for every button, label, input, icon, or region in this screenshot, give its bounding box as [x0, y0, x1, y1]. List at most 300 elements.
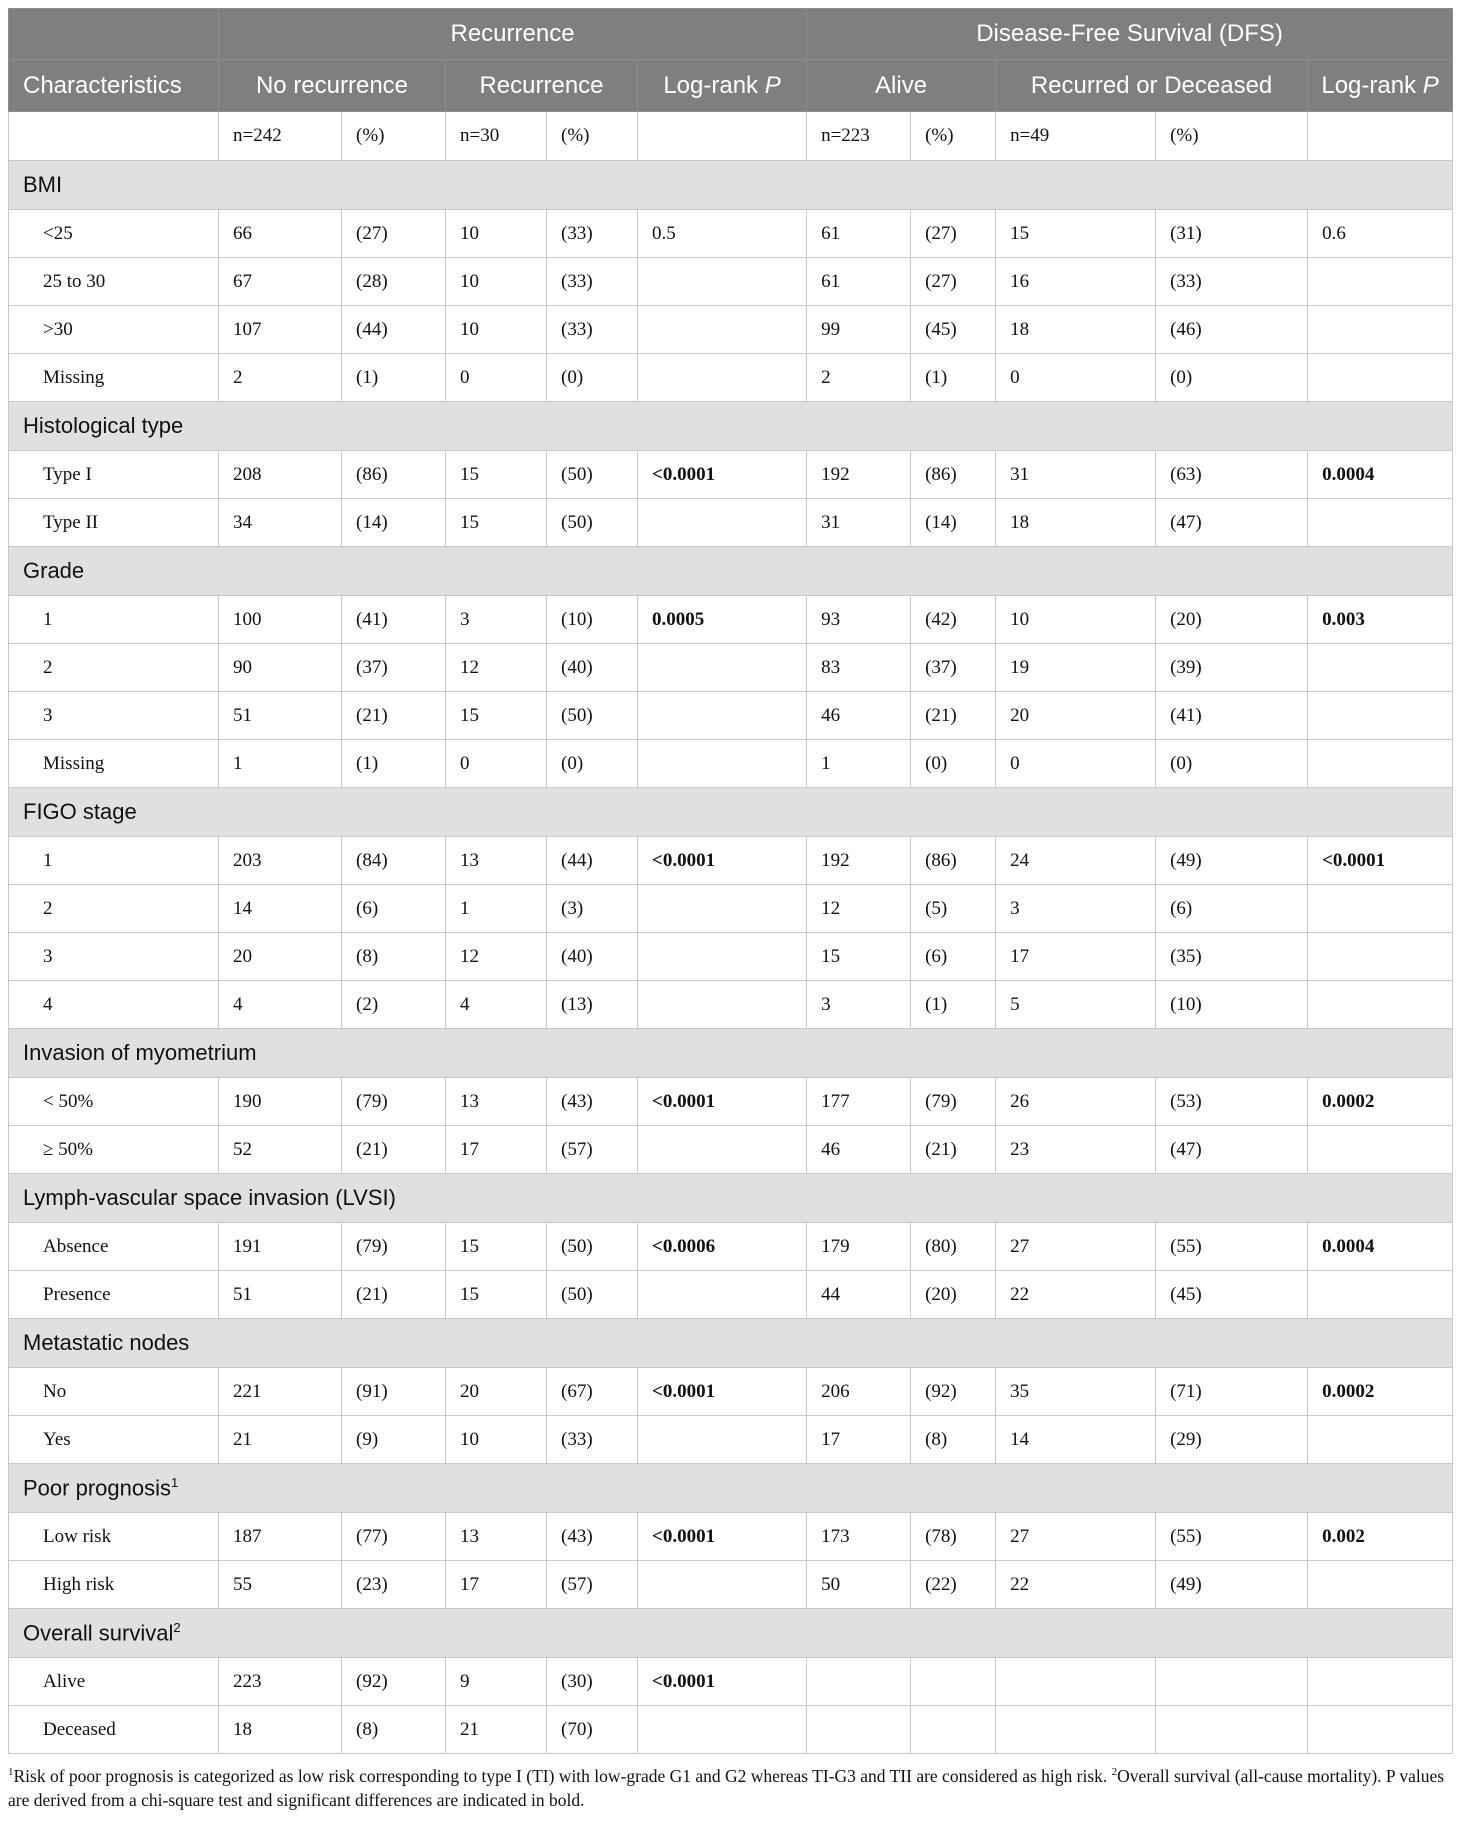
- table-cell: (86): [911, 451, 996, 499]
- logrank-p-cell: [638, 1126, 807, 1174]
- table-cell: [1156, 1658, 1308, 1706]
- table-cell: (92): [342, 1658, 446, 1706]
- table-cell: (27): [911, 258, 996, 306]
- table-cell: 12: [446, 933, 547, 981]
- section-title-text: Grade: [23, 558, 85, 583]
- table-cell: 0: [996, 740, 1156, 788]
- table-cell: 3: [446, 596, 547, 644]
- table-cell: 24: [996, 837, 1156, 885]
- logrank-p-cell: 0.6: [1308, 210, 1453, 258]
- footnote-marker: 2: [173, 1619, 181, 1635]
- table-cell: 12: [807, 885, 911, 933]
- group-header-dfs: Disease-Free Survival (DFS): [807, 9, 1453, 60]
- table-row: [9, 596, 1453, 644]
- col-header-recurred-deceased: Recurred or Deceased: [996, 60, 1308, 112]
- table-cell: (21): [911, 1126, 996, 1174]
- table-cell: (8): [342, 1706, 446, 1754]
- table-cell: (50): [547, 692, 638, 740]
- table-cell: 0: [446, 740, 547, 788]
- table-cell: (27): [911, 210, 996, 258]
- table-row: [9, 1271, 1453, 1319]
- table-cell: [911, 1658, 996, 1706]
- table-cell: 34: [219, 499, 342, 547]
- table-cell: (47): [1156, 1126, 1308, 1174]
- table-cell: (27): [342, 210, 446, 258]
- table-cell: 17: [807, 1416, 911, 1464]
- table-cell: 10: [996, 596, 1156, 644]
- section-title-text: FIGO stage: [23, 799, 137, 824]
- table-cell: 27: [996, 1223, 1156, 1271]
- logrank-p-cell: [1308, 981, 1453, 1029]
- table-row: [9, 981, 1453, 1029]
- section-title: [9, 788, 1453, 837]
- table-cell: (40): [547, 933, 638, 981]
- table-row: [9, 1368, 1453, 1416]
- table-cell: 107: [219, 306, 342, 354]
- table-row: [9, 644, 1453, 692]
- logrank-p-cell: <0.0001: [638, 451, 807, 499]
- table-cell: 35: [996, 1368, 1156, 1416]
- table-row: [9, 885, 1453, 933]
- table-cell: (47): [1156, 499, 1308, 547]
- table-cell: 90: [219, 644, 342, 692]
- logrank-p-cell: 0.003: [1308, 596, 1453, 644]
- table-cell: 93: [807, 596, 911, 644]
- table-cell: (44): [342, 306, 446, 354]
- table-cell: (14): [911, 499, 996, 547]
- table-cell: 61: [807, 210, 911, 258]
- footnote-text: Risk of poor prognosis is categorized as low risk corresponding to type I (TI) with low-grade G1 and G2 whereas TI-G3 and TII are considered as high risk.: [13, 1765, 1112, 1786]
- table-cell: 190: [219, 1078, 342, 1126]
- col-header-recurrence: Recurrence: [446, 60, 638, 112]
- table-cell: (42): [911, 596, 996, 644]
- table-row: [9, 354, 1453, 402]
- table-cell: 177: [807, 1078, 911, 1126]
- table-cell: 5: [996, 981, 1156, 1029]
- table-cell: 14: [219, 885, 342, 933]
- document: [8, 8, 1452, 1812]
- table-cell: 10: [446, 210, 547, 258]
- table-cell: 61: [807, 258, 911, 306]
- table-cell: (1): [342, 354, 446, 402]
- row-label: 1: [9, 837, 219, 885]
- logrank-p-cell: [1308, 1126, 1453, 1174]
- table-row: [9, 837, 1453, 885]
- footnote-marker: 2: [1111, 1766, 1118, 1778]
- table-cell: (5): [911, 885, 996, 933]
- logrank-p-cell: [638, 1706, 807, 1754]
- table-row: [9, 1706, 1453, 1754]
- table-cell: 0: [996, 354, 1156, 402]
- logrank-p-cell: 0.5: [638, 210, 807, 258]
- table-row: [9, 258, 1453, 306]
- table-cell: 83: [807, 644, 911, 692]
- section-title-text: Overall survival: [23, 1620, 174, 1646]
- table-cell: 18: [219, 1706, 342, 1754]
- table-cell: 20: [996, 692, 1156, 740]
- row-label: <25: [9, 210, 219, 258]
- section-title: [9, 1319, 1453, 1368]
- section-header-row: [9, 1609, 1453, 1658]
- table-cell: (50): [547, 451, 638, 499]
- table-cell: (21): [342, 692, 446, 740]
- logrank-p-cell: [638, 933, 807, 981]
- table-cell: (21): [342, 1271, 446, 1319]
- table-cell: 52: [219, 1126, 342, 1174]
- table-cell: 221: [219, 1368, 342, 1416]
- count-pct: (%): [1156, 112, 1308, 161]
- table-cell: (37): [911, 644, 996, 692]
- table-header: [9, 9, 1453, 112]
- table-cell: 223: [219, 1658, 342, 1706]
- logrank-p-cell: [638, 306, 807, 354]
- table-cell: (8): [911, 1416, 996, 1464]
- table-cell: (91): [342, 1368, 446, 1416]
- logrank-p-cell: [638, 1416, 807, 1464]
- table-cell: 192: [807, 837, 911, 885]
- table-cell: 15: [446, 451, 547, 499]
- row-label: Alive: [9, 1658, 219, 1706]
- table-cell: (53): [1156, 1078, 1308, 1126]
- col-header-alive: Alive: [807, 60, 996, 112]
- table-cell: [807, 1706, 911, 1754]
- table-row: [9, 1223, 1453, 1271]
- logrank-p-cell: [1308, 644, 1453, 692]
- row-label: Deceased: [9, 1706, 219, 1754]
- count-row: [9, 112, 1453, 161]
- count-pct: (%): [911, 112, 996, 161]
- table-cell: 21: [219, 1416, 342, 1464]
- table-cell: (1): [911, 981, 996, 1029]
- table-cell: (79): [342, 1078, 446, 1126]
- count-label-blank: [9, 112, 219, 161]
- table-cell: 31: [996, 451, 1156, 499]
- table-cell: (1): [342, 740, 446, 788]
- col-header-logrank-dfs: Log-rank P: [1308, 60, 1453, 112]
- row-label: 4: [9, 981, 219, 1029]
- table-cell: (92): [911, 1368, 996, 1416]
- section-title: [9, 1609, 1453, 1658]
- table-cell: (86): [342, 451, 446, 499]
- table-cell: (43): [547, 1078, 638, 1126]
- section-title: [9, 161, 1453, 210]
- table-cell: (45): [1156, 1271, 1308, 1319]
- table-cell: (10): [547, 596, 638, 644]
- logrank-p-cell: [638, 692, 807, 740]
- group-header-recurrence: Recurrence: [219, 9, 807, 60]
- logrank-p-cell: <0.0006: [638, 1223, 807, 1271]
- section-header-row: [9, 1319, 1453, 1368]
- row-label: 3: [9, 933, 219, 981]
- section-title: [9, 547, 1453, 596]
- table-cell: (1): [911, 354, 996, 402]
- table-cell: 2: [807, 354, 911, 402]
- logrank-p-cell: <0.0001: [638, 1078, 807, 1126]
- table-cell: 66: [219, 210, 342, 258]
- logrank-p-cell: [1308, 258, 1453, 306]
- table-cell: 51: [219, 1271, 342, 1319]
- table-cell: (78): [911, 1513, 996, 1561]
- count-recurred: n=49: [996, 112, 1156, 161]
- logrank-p-cell: [638, 981, 807, 1029]
- table-cell: (0): [1156, 740, 1308, 788]
- table-cell: [996, 1658, 1156, 1706]
- table-cell: 191: [219, 1223, 342, 1271]
- table-cell: (2): [342, 981, 446, 1029]
- table-cell: 99: [807, 306, 911, 354]
- logrank-p-cell: [638, 1561, 807, 1609]
- table-cell: 9: [446, 1658, 547, 1706]
- table-cell: 15: [446, 1223, 547, 1271]
- section-title: [9, 1174, 1453, 1223]
- row-label: Type I: [9, 451, 219, 499]
- table-cell: (55): [1156, 1513, 1308, 1561]
- row-label: High risk: [9, 1561, 219, 1609]
- table-cell: (9): [342, 1416, 446, 1464]
- table-cell: [807, 1658, 911, 1706]
- count-alive: n=223: [807, 112, 911, 161]
- table-cell: (0): [547, 354, 638, 402]
- table-cell: (29): [1156, 1416, 1308, 1464]
- section-header-row: [9, 402, 1453, 451]
- section-header-row: [9, 788, 1453, 837]
- table-cell: (3): [547, 885, 638, 933]
- section-title-text: BMI: [23, 172, 63, 197]
- count-blank: [1308, 112, 1453, 161]
- table-cell: [911, 1706, 996, 1754]
- table-row: [9, 692, 1453, 740]
- results-table: [8, 8, 1453, 1754]
- logrank-p-cell: [1308, 692, 1453, 740]
- table-cell: (55): [1156, 1223, 1308, 1271]
- table-cell: 206: [807, 1368, 911, 1416]
- logrank-p-cell: 0.0005: [638, 596, 807, 644]
- table-cell: (63): [1156, 451, 1308, 499]
- table-cell: 67: [219, 258, 342, 306]
- logrank-p-cell: [1308, 1706, 1453, 1754]
- logrank-p-cell: 0.002: [1308, 1513, 1453, 1561]
- table-cell: 21: [446, 1706, 547, 1754]
- logrank-p-cell: [1308, 1271, 1453, 1319]
- count-pct: (%): [547, 112, 638, 161]
- table-cell: 2: [219, 354, 342, 402]
- table-cell: 10: [446, 1416, 547, 1464]
- table-cell: 15: [446, 692, 547, 740]
- table-cell: [996, 1706, 1156, 1754]
- table-cell: 26: [996, 1078, 1156, 1126]
- table-cell: 208: [219, 451, 342, 499]
- table-cell: (33): [547, 1416, 638, 1464]
- table-cell: 203: [219, 837, 342, 885]
- table-cell: 20: [219, 933, 342, 981]
- table-row: [9, 210, 1453, 258]
- table-cell: (33): [547, 306, 638, 354]
- table-cell: [1156, 1706, 1308, 1754]
- table-footnote: [8, 1760, 1452, 1812]
- section-header-row: [9, 1174, 1453, 1223]
- table-cell: 1: [219, 740, 342, 788]
- table-cell: (41): [342, 596, 446, 644]
- row-label: 25 to 30: [9, 258, 219, 306]
- table-row: [9, 740, 1453, 788]
- table-cell: (10): [1156, 981, 1308, 1029]
- logrank-p-cell: [638, 885, 807, 933]
- table-cell: (70): [547, 1706, 638, 1754]
- row-label: Low risk: [9, 1513, 219, 1561]
- table-row: [9, 1078, 1453, 1126]
- table-row: [9, 933, 1453, 981]
- logrank-p-cell: [638, 499, 807, 547]
- table-row: [9, 1513, 1453, 1561]
- table-row: [9, 306, 1453, 354]
- table-cell: (6): [911, 933, 996, 981]
- logrank-p-cell: <0.0001: [1308, 837, 1453, 885]
- table-cell: 16: [996, 258, 1156, 306]
- table-cell: (20): [911, 1271, 996, 1319]
- table-cell: 27: [996, 1513, 1156, 1561]
- row-label: ≥ 50%: [9, 1126, 219, 1174]
- logrank-p-cell: 0.0004: [1308, 1223, 1453, 1271]
- table-cell: 55: [219, 1561, 342, 1609]
- section-title: [9, 402, 1453, 451]
- table-cell: 46: [807, 1126, 911, 1174]
- row-label: Presence: [9, 1271, 219, 1319]
- logrank-p-cell: 0.0004: [1308, 451, 1453, 499]
- table-cell: 23: [996, 1126, 1156, 1174]
- row-label: Type II: [9, 499, 219, 547]
- table-cell: 4: [219, 981, 342, 1029]
- table-cell: (23): [342, 1561, 446, 1609]
- table-cell: (84): [342, 837, 446, 885]
- table-row: [9, 451, 1453, 499]
- table-cell: (30): [547, 1658, 638, 1706]
- footnote-text: Overall survival (all-cause mortality). P values are derived from a chi-square test and significant differences are indicated in bold.: [8, 1765, 1445, 1810]
- table-cell: 44: [807, 1271, 911, 1319]
- table-cell: 17: [996, 933, 1156, 981]
- table-cell: (33): [1156, 258, 1308, 306]
- col-header-characteristics: Characteristics: [9, 60, 219, 112]
- table-cell: (79): [911, 1078, 996, 1126]
- logrank-p-cell: [638, 740, 807, 788]
- count-pct: (%): [342, 112, 446, 161]
- logrank-p-cell: 0.0002: [1308, 1078, 1453, 1126]
- table-cell: 19: [996, 644, 1156, 692]
- table-cell: (33): [547, 258, 638, 306]
- table-cell: (44): [547, 837, 638, 885]
- header-blank: [9, 9, 219, 60]
- table-cell: 12: [446, 644, 547, 692]
- table-cell: 31: [807, 499, 911, 547]
- table-cell: 3: [807, 981, 911, 1029]
- table-cell: (13): [547, 981, 638, 1029]
- table-row: [9, 1416, 1453, 1464]
- row-label: < 50%: [9, 1078, 219, 1126]
- row-label: 2: [9, 644, 219, 692]
- table-cell: 10: [446, 306, 547, 354]
- table-cell: 18: [996, 306, 1156, 354]
- table-cell: (50): [547, 1223, 638, 1271]
- table-row: [9, 1658, 1453, 1706]
- logrank-p-cell: 0.0002: [1308, 1368, 1453, 1416]
- table-cell: 17: [446, 1561, 547, 1609]
- table-cell: (86): [911, 837, 996, 885]
- section-title-text: Invasion of myometrium: [23, 1040, 257, 1065]
- table-cell: (6): [342, 885, 446, 933]
- table-cell: 4: [446, 981, 547, 1029]
- logrank-p-cell: <0.0001: [638, 837, 807, 885]
- table-cell: (28): [342, 258, 446, 306]
- logrank-p-cell: <0.0001: [638, 1513, 807, 1561]
- logrank-p-cell: [638, 258, 807, 306]
- table-cell: (31): [1156, 210, 1308, 258]
- section-title: [9, 1029, 1453, 1078]
- table-cell: (40): [547, 644, 638, 692]
- table-cell: (49): [1156, 837, 1308, 885]
- row-label: 2: [9, 885, 219, 933]
- table-cell: 13: [446, 1078, 547, 1126]
- section-title-text: Metastatic nodes: [23, 1330, 190, 1355]
- table-cell: 192: [807, 451, 911, 499]
- table-cell: 3: [996, 885, 1156, 933]
- section-header-row: [9, 161, 1453, 210]
- table-cell: (43): [547, 1513, 638, 1561]
- table-cell: 13: [446, 837, 547, 885]
- table-cell: 1: [807, 740, 911, 788]
- table-cell: (57): [547, 1126, 638, 1174]
- table-cell: 13: [446, 1513, 547, 1561]
- table-cell: 46: [807, 692, 911, 740]
- table-row: [9, 1126, 1453, 1174]
- section-title-text: Lymph-vascular space invasion (LVSI): [23, 1185, 396, 1210]
- count-blank: [638, 112, 807, 161]
- logrank-p-cell: [638, 1271, 807, 1319]
- table-cell: 51: [219, 692, 342, 740]
- section-title-text: Poor prognosis: [23, 1475, 171, 1501]
- table-row: [9, 499, 1453, 547]
- table-cell: 187: [219, 1513, 342, 1561]
- table-cell: (21): [911, 692, 996, 740]
- logrank-p-cell: [1308, 740, 1453, 788]
- table-cell: (22): [911, 1561, 996, 1609]
- table-cell: (37): [342, 644, 446, 692]
- table-cell: (50): [547, 499, 638, 547]
- logrank-p-cell: <0.0001: [638, 1368, 807, 1416]
- table-cell: 15: [807, 933, 911, 981]
- table-cell: 22: [996, 1271, 1156, 1319]
- table-cell: (0): [911, 740, 996, 788]
- logrank-p-cell: [1308, 499, 1453, 547]
- logrank-p-cell: [1308, 1561, 1453, 1609]
- table-cell: (6): [1156, 885, 1308, 933]
- table-cell: 173: [807, 1513, 911, 1561]
- table-cell: (8): [342, 933, 446, 981]
- table-cell: (79): [342, 1223, 446, 1271]
- row-label: Yes: [9, 1416, 219, 1464]
- table-cell: 17: [446, 1126, 547, 1174]
- col-header-logrank-recurrence: Log-rank P: [638, 60, 807, 112]
- logrank-p-cell: [1308, 1416, 1453, 1464]
- section-header-row: [9, 1464, 1453, 1513]
- section-title-text: Histological type: [23, 413, 184, 438]
- table-row: [9, 1561, 1453, 1609]
- section-header-row: [9, 547, 1453, 596]
- logrank-p-cell: [1308, 933, 1453, 981]
- table-cell: (39): [1156, 644, 1308, 692]
- table-cell: (46): [1156, 306, 1308, 354]
- section-title: [9, 1464, 1453, 1513]
- table-cell: (77): [342, 1513, 446, 1561]
- table-cell: (0): [547, 740, 638, 788]
